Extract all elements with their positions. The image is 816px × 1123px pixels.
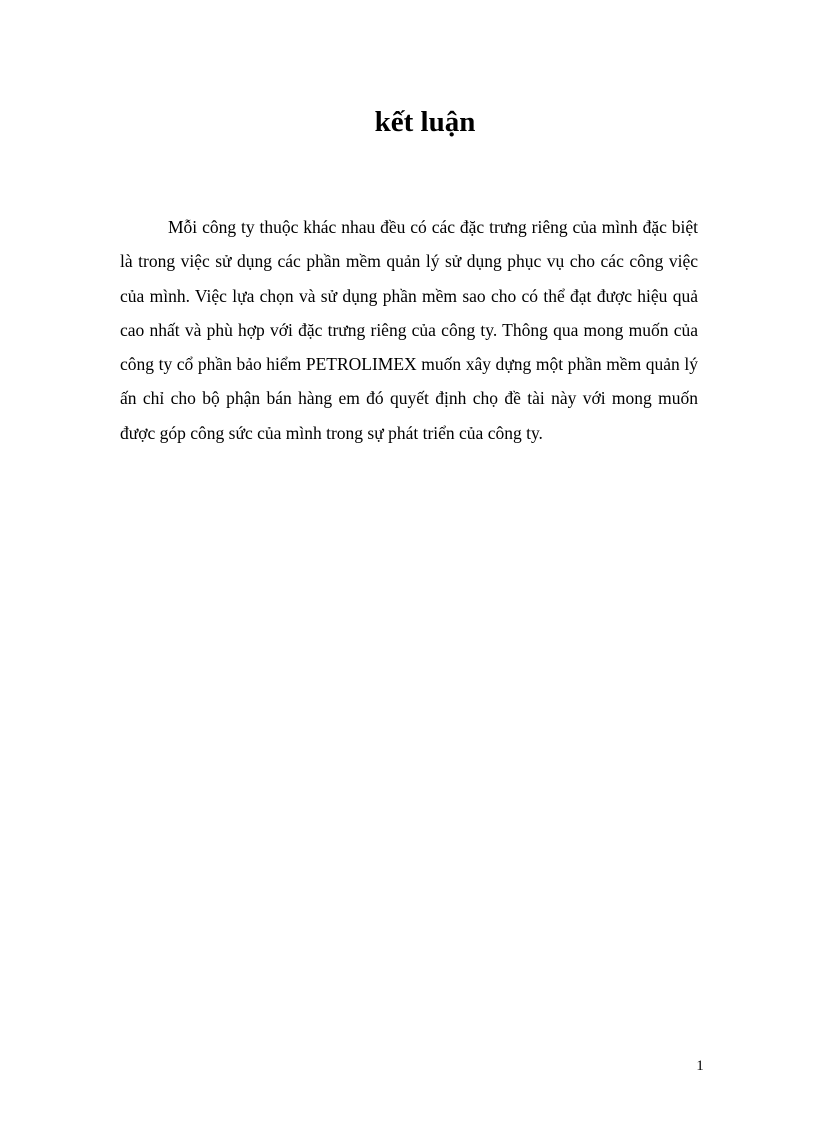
conclusion-paragraph: Mỗi công ty thuộc khác nhau đều có các đặc trưng riêng của mình đặc biệt là trong việc sử dụng các phần mềm quản lý sử dụng phục vụ cho các công việc của mình. Việc lựa chọn và sử dụng phần mềm sao cho có thể đạt được hiệu quả cao nhất và phù hợp với đặc trưng riêng của công ty. Thông qua mong muốn của công ty cổ phần bảo hiểm PETROLIMEX muốn xây dựng một phần mềm quản lý ấn chỉ cho bộ phận bán hàng em đó quyết định chọ đề tài này với mong muốn được góp công sức của mình trong sự phát triển của công ty. [120, 217, 698, 443]
page-number: 1 [696, 1058, 704, 1074]
page-title: kết luận [374, 106, 476, 138]
